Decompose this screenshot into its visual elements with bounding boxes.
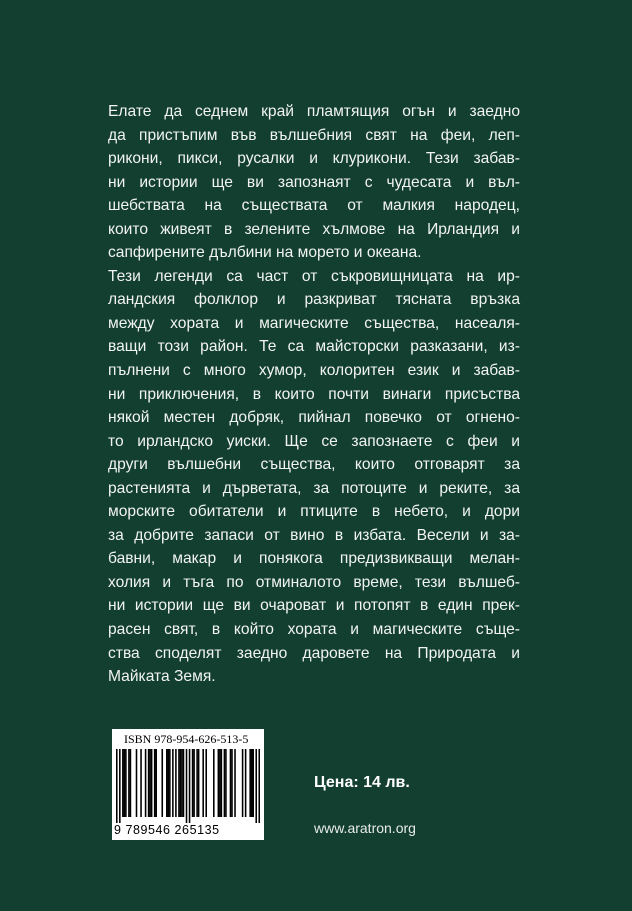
- blurb-line: за добрите запаси от вино в избата. Весели и за-: [108, 526, 520, 544]
- price: Цена: 14 лв.: [314, 774, 410, 791]
- barcode-bar: [181, 749, 183, 817]
- barcode-bar: [196, 749, 198, 817]
- barcode-bar: [130, 749, 132, 817]
- blurb-line: Тези легенди са част от съкровищницата на ир-: [108, 267, 520, 285]
- barcode-bar: [145, 749, 147, 817]
- barcode-bar: [154, 749, 156, 817]
- blurb-line: други вълшебни същества, които отговарят за: [108, 456, 520, 474]
- isbn-label: ISBN 978-954-626-513-5: [124, 732, 249, 746]
- blurb-line: пълнени с много хумор, колоритен език и забав-: [108, 362, 520, 380]
- barcode-bar: [155, 749, 157, 817]
- barcode-bar: [258, 749, 260, 823]
- barcode-bars: [116, 749, 260, 823]
- barcode-bar: [180, 749, 182, 817]
- publisher-website: www.aratron.org: [314, 820, 416, 836]
- barcode-bar: [116, 749, 118, 823]
- blurb-line: Майката Земя.: [108, 668, 216, 686]
- barcode-bar: [205, 749, 207, 817]
- barcode-bar: [149, 749, 151, 817]
- barcode-bar: [124, 749, 126, 817]
- isbn-barcode: [112, 729, 264, 840]
- blurb-line: Елате да седнем край пламтящия огън и заедно: [108, 103, 520, 120]
- barcode-bar: [234, 749, 236, 817]
- barcode-bar: [202, 749, 204, 817]
- barcode-bar: [231, 749, 233, 817]
- barcode-bar: [169, 749, 171, 817]
- blurb-line: расен свят, в който хората и магическите съще-: [108, 621, 520, 639]
- barcode-bar: [225, 749, 227, 817]
- blurb-line: между хората и магическите същества, насеаля-: [108, 314, 520, 332]
- barcode-bar: [192, 749, 194, 817]
- barcode-bar: [249, 749, 251, 817]
- blurb-line: ландския фолклор и разкриват тясната връзка: [108, 291, 520, 309]
- barcode-bar: [213, 749, 215, 817]
- barcode-bar: [218, 749, 220, 817]
- barcode-bar: [166, 749, 168, 817]
- barcode-bar: [219, 749, 221, 817]
- barcode-digits: 9 789546 265135: [114, 823, 220, 837]
- barcode-bar: [183, 749, 185, 817]
- barcode-bar: [189, 749, 191, 823]
- barcode-bar: [148, 749, 150, 817]
- barcode-bar: [119, 749, 121, 823]
- barcode-bar: [230, 749, 232, 817]
- barcode-bar: [252, 749, 254, 817]
- barcode-bar: [136, 749, 138, 817]
- barcode-bar: [255, 749, 257, 823]
- blurb-line: ващи този район. Те са майсторски разказани, из-: [108, 338, 520, 356]
- blurb-line: ни истории ще ви очароват и потопят в един прек-: [108, 597, 520, 615]
- barcode-bar: [186, 749, 188, 823]
- blurb-line: рикони, пикси, русалки и клурикони. Тези забав-: [108, 150, 520, 168]
- barcode-bar: [125, 749, 127, 817]
- barcode-bar: [175, 749, 177, 817]
- blurb-line: холия и тъга по отминалото време, тези вълшеб-: [108, 573, 520, 591]
- barcode-bar: [172, 749, 174, 817]
- blurb-line: шебствата на съществата от малкия народец,: [108, 197, 520, 215]
- barcode-bar: [178, 749, 180, 817]
- barcode-bar: [242, 749, 244, 817]
- blurb-text: [108, 100, 520, 689]
- barcode-bar: [168, 749, 170, 817]
- blurb-line: които живеят в зелените хълмове на Ирландия и: [108, 220, 520, 238]
- barcode-bar: [245, 749, 247, 817]
- blurb-line: ства споделят заедно даровете на Природата и: [108, 644, 520, 662]
- blurb-line: бавни, макар и понякога предизвикващи мелан-: [108, 550, 520, 568]
- barcode-bar: [251, 749, 253, 817]
- blurb-line: ни приключения, в които почти винаги присъства: [108, 385, 520, 403]
- blurb-line: сапфирените дълбини на морето и океана.: [108, 244, 422, 262]
- barcode-bar: [161, 749, 163, 817]
- blurb-line: ни истории ще ви запознаят с чудесата и въл-: [108, 173, 520, 191]
- barcode-bar: [122, 749, 124, 817]
- blurb-line: някой местен добряк, пийнал повечко от огнено-: [108, 409, 520, 427]
- barcode-bar: [224, 749, 226, 817]
- blurb-line: да пристъпим във вълшебния свят на феи, леп-: [108, 126, 520, 144]
- blurb-line: морските обитатели и птиците в небето, и дори: [108, 503, 520, 521]
- barcode-bar: [140, 749, 142, 817]
- barcode-bar: [198, 749, 200, 817]
- blurb-line: растенията и дърветата, за потоците и реките, за: [108, 479, 520, 497]
- barcode-bar: [221, 749, 223, 817]
- barcode-bar: [193, 749, 195, 817]
- barcode-bar: [128, 749, 130, 817]
- barcode-bar: [151, 749, 153, 817]
- blurb-line: то ирландско уиски. Ще се запознаете с феи и: [108, 432, 520, 450]
